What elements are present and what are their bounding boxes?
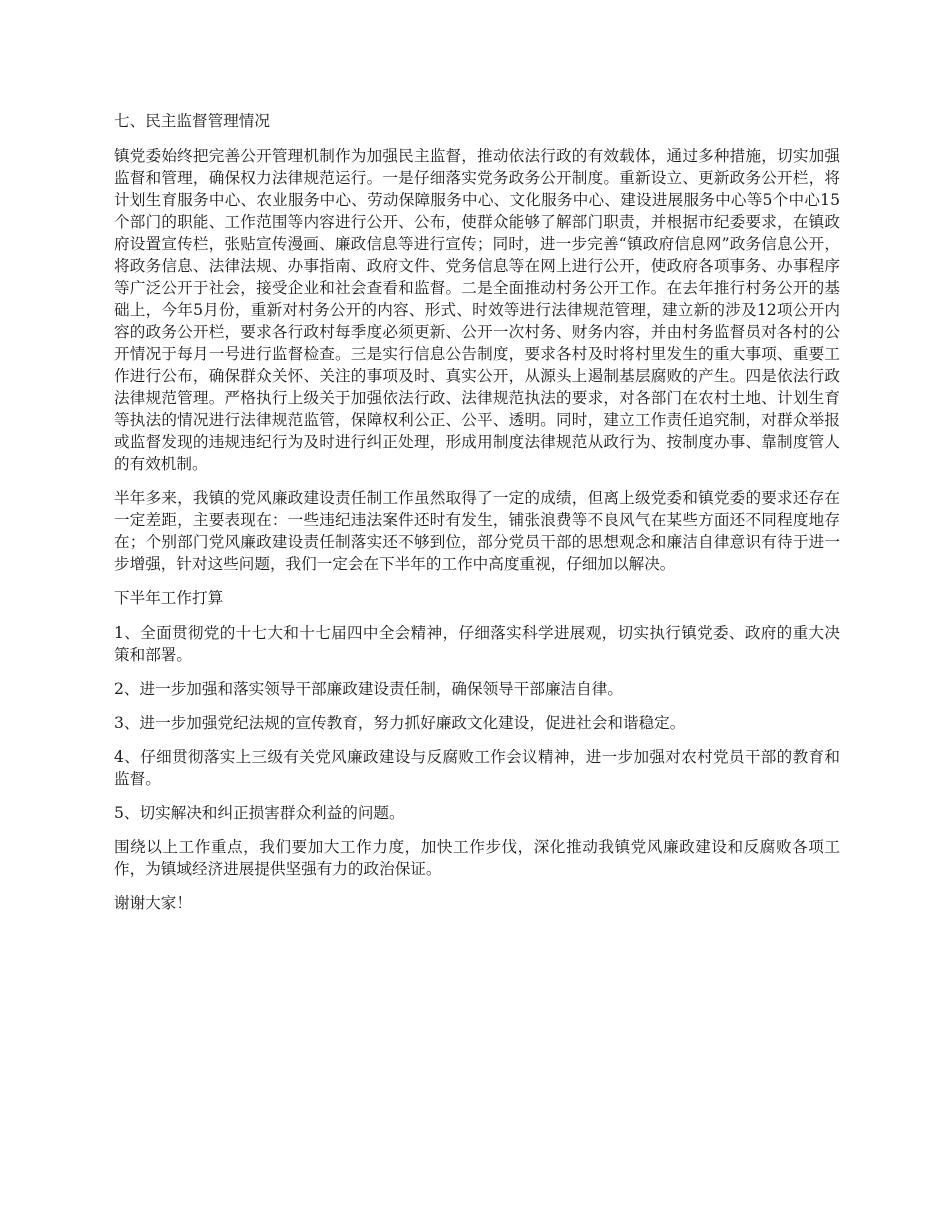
plan-item-1: 1、全面贯彻党的十七大和十七届四中全会精神，仔细落实科学进展观，切实执行镇党委、政府的重大决策和部署。 <box>114 624 840 664</box>
thanks-line: 谢谢大家！ <box>114 894 192 912</box>
body-paragraph-supervision: 镇党委始终把完善公开管理机制作为加强民主监督，推动依法行政的有效载体，通过多种措施，切实加强监督和管理，确保权力法律规范运行。一是仔细落实党务政务公开制度。重新设立、更新政务公开栏，将计划生育服务中心、农业服务中心、劳动保障服务中心、文化服务中心、建设进展服务中心等5个中心15个部门的职能、工作范围等内容进行公开、公布，使群众能够了解部门职责，并根据市纪委要求，在镇政府设置宣传栏，张贴宣传漫画、廉政信息等进行宣传；同时，进一步完善“镇政府信息网”政务信息公开，将政务信息、法律法规、办事指南、政府文件、党务信息等在网上进行公开，使政府各项事务、办事程序等广泛公开于社会，接受企业和社会查看和监督。二是全面推动村务公开工作。在去年推行村务公开的基础上，今年5月份，重新对村务公开的内容、形式、时效等进行法律规范管理，建立新的涉及12项公开内容的政务公开栏，要求各行政村每季度必须更新、公开一次村务、财务内容，并由村务监督员对各村的公开情况于每月一号进行监督检查。三是实行信息公告制度，要求各村及时将村里发生的重大事项、重要工作进行公布，确保群众关怀、关注的事项及时、真实公开，从源头上遏制基层腐败的产生。四是依法行政法律规范管理。严格执行上级关于加强依法行政、法律规范执法的要求，对各部门在农村土地、计划生育等执法的情况进行法律规范监管，保障权利公正、公平、透明。同时，建立工作责任追究制，对群众举报或监督发现的违规违纪行为及时进行纠正处理，形成用制度法律规范从政行为、按制度办事、靠制度管人的有效机制。 <box>114 147 840 473</box>
plan-item-5: 5、切实解决和纠正损害群众利益的问题。 <box>114 804 405 822</box>
section-heading: 七、民主监督管理情况 <box>114 112 270 130</box>
plan-item-3: 3、进一步加强党纪法规的宣传教育，努力抓好廉政文化建设，促进社会和谐稳定。 <box>114 714 686 732</box>
document-page <box>114 110 840 926</box>
plan-item-2: 2、进一步加强和落实领导干部廉政建设责任制，确保领导干部廉洁自律。 <box>114 680 623 698</box>
plan-heading: 下半年工作打算 <box>114 589 224 607</box>
closing-paragraph: 围绕以上工作重点，我们要加大工作力度，加快工作步伐，深化推动我镇党风廉政建设和反腐败各项工作，为镇域经济进展提供坚强有力的政治保证。 <box>114 838 840 878</box>
body-paragraph-summary: 半年多来，我镇的党风廉政建设责任制工作虽然取得了一定的成绩，但离上级党委和镇党委的要求还存在一定差距，主要表现在：一些违纪违法案件还时有发生，铺张浪费等不良风气在某些方面还不同程度地存在；个别部门党风廉政建设责任制落实还不够到位，部分党员干部的思想观念和廉洁自律意识有待于进一步增强，针对这些问题，我们一定会在下半年的工作中高度重视，仔细加以解决。 <box>114 489 840 573</box>
plan-item-4: 4、仔细贯彻落实上三级有关党风廉政建设与反腐败工作会议精神，进一步加强对农村党员干部的教育和监督。 <box>114 748 840 788</box>
